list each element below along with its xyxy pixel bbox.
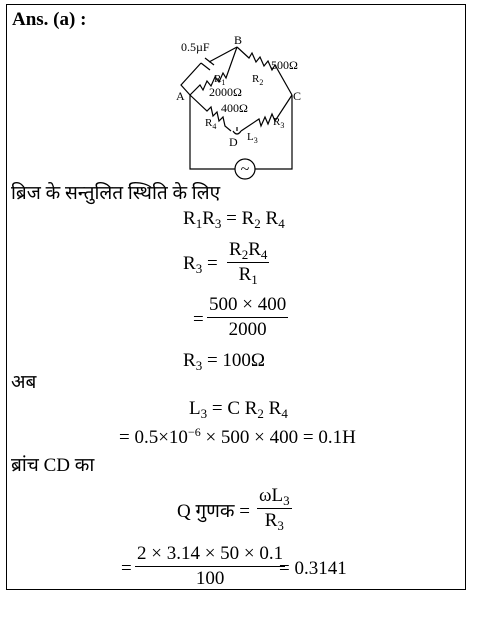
- equation-r3-fraction: $\frac{R_2R_4}{R_1}$: [229, 239, 268, 287]
- r4-value: 400Ω: [221, 101, 248, 115]
- equation-l3: $L_3 = C$ $R_2$ $R_4$: [189, 398, 288, 421]
- equation-l3-value: = $0.5\times 10^{-6} \times 500 \times 400 = 0.1H$: [119, 425, 356, 448]
- balance-condition-text: ब्रिज के सन्तुलित स्थिति के लिए: [11, 183, 221, 204]
- inductor-l3: [233, 127, 241, 134]
- capacitor-plate-1: [201, 63, 210, 70]
- r2-label: $R_2$: [252, 73, 264, 87]
- q-factor-result: = 0.3141: [279, 558, 347, 579]
- node-c-label: C: [293, 89, 302, 103]
- q-factor-substitution-fraction: $\frac{2 \times 3.14 \times 50 \times 0.1}{100}$: [137, 543, 284, 589]
- resistor-r3: [241, 95, 292, 131]
- node-a-label: A: [176, 89, 185, 103]
- bridge-circuit-diagram: [167, 27, 317, 183]
- equation-r3-lhs: $R_3$ =: [183, 253, 218, 276]
- q-factor-lhs: Q गुणक =: [177, 501, 250, 522]
- l3-label: $L_3$: [247, 131, 258, 145]
- q-factor-equals: =: [121, 558, 132, 579]
- now-label: अब: [11, 372, 37, 393]
- outer-wire-right: [255, 95, 292, 169]
- node-b-label: B: [234, 33, 243, 47]
- answer-box: [6, 4, 466, 590]
- equation-balance: $R_1R_3 = R_2$ $R_4$: [183, 208, 285, 231]
- node-d-label: D: [229, 135, 238, 149]
- capacitor-value: 0.5µF: [181, 40, 210, 54]
- equation-r3-result: $R_3 = 100\Omega$: [183, 350, 266, 373]
- r4-label: $R_4$: [205, 117, 217, 131]
- q-factor-fraction: $\frac{\omega L_3}{R_3}$: [259, 485, 290, 533]
- r1-label: $R_1$: [214, 73, 226, 87]
- ac-source-symbol: ~: [240, 161, 250, 178]
- r1-value: 2000Ω: [209, 85, 242, 99]
- answer-heading: Ans. (a) :: [12, 9, 87, 30]
- branch-cd-label: ब्रांच CD का: [11, 455, 95, 476]
- equation-substitution-equals: =: [193, 309, 204, 330]
- r2-value: 500Ω: [271, 58, 298, 72]
- r3-label: $R_3$: [273, 116, 285, 130]
- equation-substitution-fraction: $\frac{500 \times 400}{2000}$: [209, 294, 287, 340]
